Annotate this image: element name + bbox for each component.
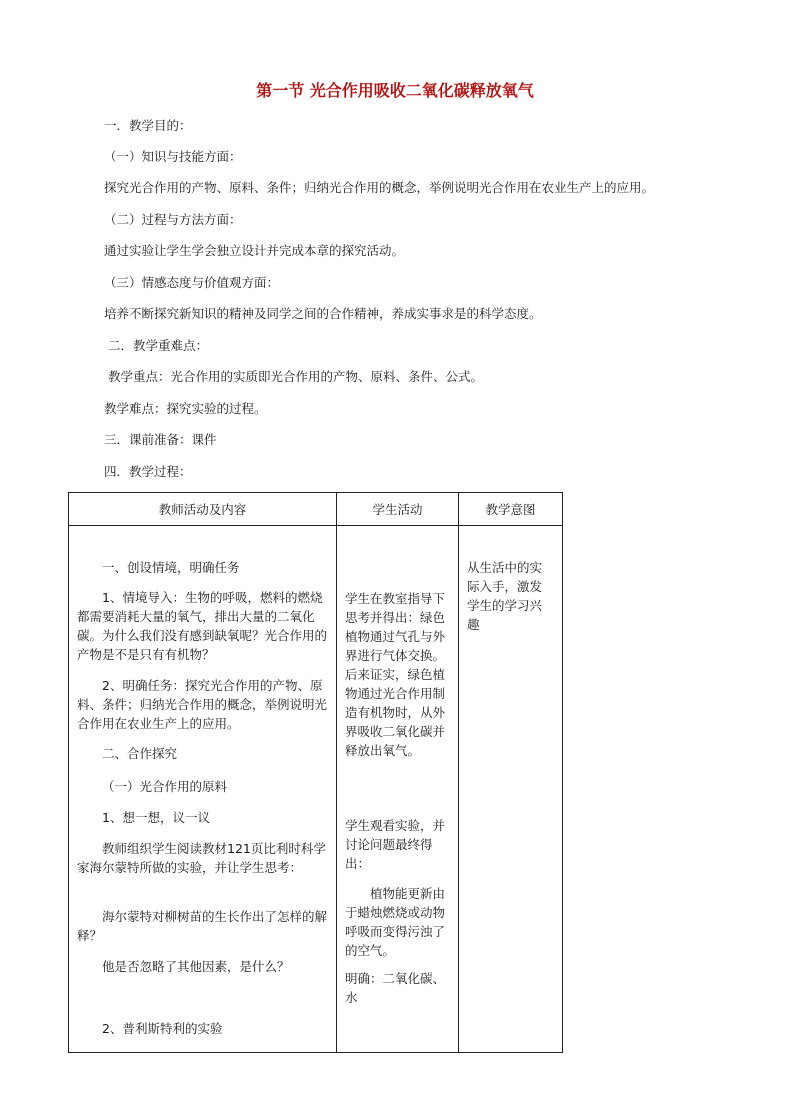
objective-process-text: 通过实验让学生学会独立设计并完成本章的探究活动。: [104, 243, 405, 258]
teacher-paragraph: 他是否忽略了其他因素，是什么？: [102, 959, 290, 974]
teacher-paragraph: 教师组织学生阅读教材121页比利时科学家海尔蒙特所做的实验，并让学生思考：: [77, 841, 326, 875]
difficult-point-text: 教学难点：探究实验的过程。: [104, 401, 267, 416]
intent-paragraph: 从生活中的实际入手，激发学生的学习兴趣: [467, 560, 543, 632]
header-teacher-activity: 教师活动及内容: [69, 493, 337, 526]
lesson-table: [68, 492, 563, 1053]
objective-attitude-heading: （三）情感态度与价值观方面：: [104, 275, 280, 290]
teacher-step-heading: 二、合作探究: [102, 746, 178, 761]
student-paragraph: 学生观看实验，并讨论问题最终得出：: [345, 818, 446, 871]
teacher-activity-cell: [69, 526, 337, 1053]
table-row: [69, 526, 563, 1053]
teacher-step-heading: 2、普利斯特利的实验: [102, 1021, 223, 1036]
header-student-activity: 学生活动: [337, 493, 459, 526]
student-paragraph: 学生在教室指导下思考并得出：绿色植物通过气孔与外界进行气体交换。后来证实，绿色植物通过光合作用制造有机物时，从外界吸收二氧化碳并释放出氧气。: [345, 591, 446, 758]
table-header-row: [69, 493, 563, 526]
teaching-intent-cell: [459, 526, 563, 1053]
teacher-step-heading: 1、想一想，议一议: [102, 810, 210, 825]
objective-process-heading: （二）过程与方法方面：: [104, 212, 242, 227]
section-preparation: 三．课前准备：课件: [104, 432, 217, 447]
student-activity-cell: [337, 526, 459, 1053]
objective-knowledge-text: 探究光合作用的产物、原料、条件；归纳光合作用的概念，举例说明光合作用在农业生产上的应用。: [104, 180, 655, 195]
teacher-paragraph: 1、情境导入：生物的呼吸，燃料的燃烧都需要消耗大量的氧气，排出大量的二氧化碳。为什么我们没有感到缺氧呢？光合作用的产物是不是只有有机物？: [77, 590, 328, 662]
section-key-points: 二．教学重难点：: [108, 338, 209, 353]
objective-knowledge-heading: （一）知识与技能方面：: [104, 149, 242, 164]
teacher-paragraph: 2、明确任务：探究光合作用的产物、原料、条件；归纳光合作用的概念，举例说明光合作用在农业生产上的应用。: [77, 678, 328, 731]
teacher-step-heading: 一、创设情境，明确任务: [102, 560, 240, 575]
student-paragraph: 植物能更新由于蜡烛燃烧或动物呼吸而变得污浊了的空气。: [345, 886, 446, 958]
section-teaching-objectives: 一．教学目的：: [104, 118, 192, 133]
page-title: 第一节 光合作用吸收二氧化碳释放氧气: [256, 81, 534, 100]
header-teaching-intent: 教学意图: [459, 493, 563, 526]
section-teaching-process: 四．教学过程：: [104, 464, 192, 479]
teacher-step-heading: （一）光合作用的原料: [102, 779, 228, 794]
student-paragraph: 明确：二氧化碳、水: [345, 971, 446, 1005]
objective-attitude-text: 培养不断探究新知识的精神及同学之间的合作精神，养成实事求是的科学态度。: [104, 306, 542, 321]
key-point-text: 教学重点：光合作用的实质即光合作用的产物、原料、条件、公式。: [108, 369, 484, 384]
teacher-paragraph: 海尔蒙特对柳树苗的生长作出了怎样的解释？: [77, 909, 328, 943]
